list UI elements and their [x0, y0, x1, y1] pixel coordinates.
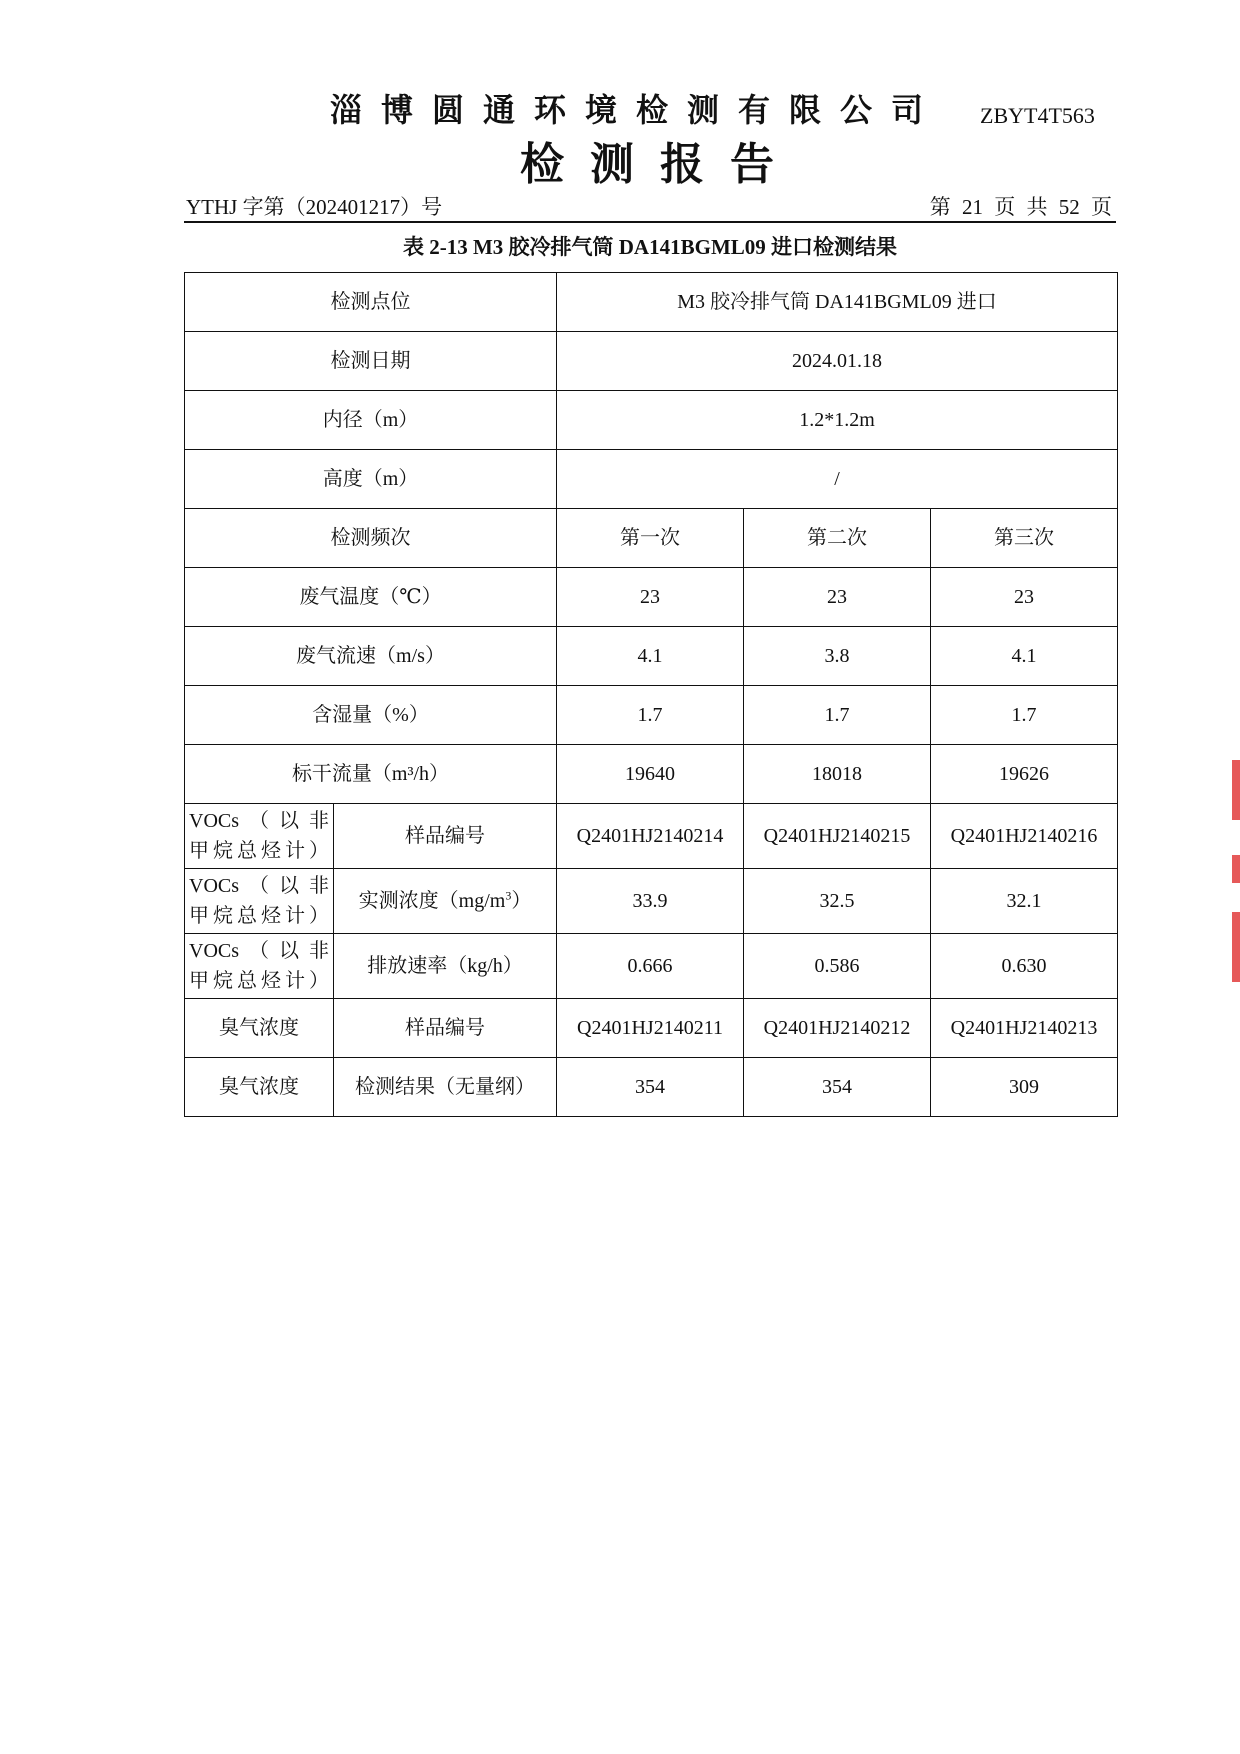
value-cell: Q2401HJ2140214: [557, 804, 744, 869]
label-cell: 内径（m）: [185, 391, 557, 450]
value-cell: 23: [931, 568, 1118, 627]
item-cell: 样品编号: [334, 999, 557, 1058]
table-row: [185, 568, 1118, 627]
report-title: 检测报告: [520, 139, 800, 190]
superscript: 3: [505, 888, 512, 903]
value-cell: 第三次: [931, 509, 1118, 568]
value-cell: 2024.01.18: [557, 332, 1118, 391]
value-cell: 19626: [931, 745, 1118, 804]
label-cell: 废气温度（℃）: [185, 568, 557, 627]
value-cell: /: [557, 450, 1118, 509]
item-cell: 样品编号: [334, 804, 557, 869]
group-line: 甲烷总烃计）: [189, 905, 329, 927]
value-cell: 1.7: [557, 686, 744, 745]
stamp-mark: [1232, 912, 1240, 982]
value-cell: Q2401HJ2140216: [931, 804, 1118, 869]
table-row: [185, 745, 1118, 804]
group-cell: [185, 934, 334, 999]
group-line: 甲烷总烃计）: [189, 970, 329, 992]
group-cell: 臭气浓度: [185, 1058, 334, 1117]
value-cell: 23: [557, 568, 744, 627]
group-cell: [185, 804, 334, 869]
table-row: [185, 450, 1118, 509]
document-number: YTHJ 字第（202401217）号: [186, 195, 443, 219]
item-text: 实测浓度（mg/m: [358, 890, 506, 912]
label-cell: 高度（m）: [185, 450, 557, 509]
value-cell: 4.1: [557, 627, 744, 686]
value-cell: 309: [931, 1058, 1118, 1117]
table-row: [185, 1058, 1118, 1117]
stamp-mark: [1232, 855, 1240, 883]
table-caption: 表 2-13 M3 胶冷排气筒 DA141BGML09 进口检测结果: [402, 235, 898, 259]
company-name: 淄博圆通环境检测有限公司: [330, 91, 943, 129]
table-row: [185, 509, 1118, 568]
value-cell: 23: [744, 568, 931, 627]
value-cell: 33.9: [557, 869, 744, 934]
value-cell: 19640: [557, 745, 744, 804]
value-cell: 0.630: [931, 934, 1118, 999]
results-table: [184, 272, 1118, 1117]
label-cell: 检测点位: [185, 273, 557, 332]
value-cell: 1.2*1.2m: [557, 391, 1118, 450]
label-cell: 检测频次: [185, 509, 557, 568]
label-cell: 废气流速（m/s）: [185, 627, 557, 686]
value-cell: 0.586: [744, 934, 931, 999]
group-line: VOCs（以非: [189, 875, 329, 897]
group-line: VOCs（以非: [189, 810, 329, 832]
value-cell: 0.666: [557, 934, 744, 999]
value-cell: M3 胶冷排气筒 DA141BGML09 进口: [557, 273, 1118, 332]
group-line: VOCs（以非: [189, 940, 329, 962]
group-cell: 臭气浓度: [185, 999, 334, 1058]
value-cell: 32.5: [744, 869, 931, 934]
value-cell: 3.8: [744, 627, 931, 686]
table-row: [185, 627, 1118, 686]
value-cell: 354: [557, 1058, 744, 1117]
value-cell: 354: [744, 1058, 931, 1117]
value-cell: Q2401HJ2140213: [931, 999, 1118, 1058]
group-cell: [185, 869, 334, 934]
item-cell: [334, 869, 557, 934]
item-text-end: ）: [511, 890, 532, 912]
value-cell: 1.7: [744, 686, 931, 745]
table-row: [185, 999, 1118, 1058]
value-cell: 4.1: [931, 627, 1118, 686]
table-row: [185, 869, 1118, 934]
stamp-mark: [1232, 760, 1240, 820]
value-cell: 18018: [744, 745, 931, 804]
label-cell: 含湿量（%）: [185, 686, 557, 745]
page-info: 第 21 页 共 52 页: [929, 195, 1112, 219]
report-code: ZBYT4T563: [980, 103, 1095, 128]
table-row: [185, 934, 1118, 999]
table-row: [185, 332, 1118, 391]
table-row: [185, 273, 1118, 332]
value-cell: 第二次: [744, 509, 931, 568]
item-cell: 检测结果（无量纲）: [334, 1058, 557, 1117]
label-cell: 标干流量（m³/h）: [185, 745, 557, 804]
value-cell: Q2401HJ2140212: [744, 999, 931, 1058]
table-row: [185, 686, 1118, 745]
item-cell: 排放速率（kg/h）: [334, 934, 557, 999]
table-row: [185, 391, 1118, 450]
group-line: 甲烷总烃计）: [189, 840, 329, 862]
table-row: [185, 804, 1118, 869]
value-cell: Q2401HJ2140211: [557, 999, 744, 1058]
value-cell: 1.7: [931, 686, 1118, 745]
value-cell: Q2401HJ2140215: [744, 804, 931, 869]
seal-stamp-edge: [1232, 760, 1240, 990]
label-cell: 检测日期: [185, 332, 557, 391]
header-rule: [184, 221, 1116, 223]
value-cell: 32.1: [931, 869, 1118, 934]
value-cell: 第一次: [557, 509, 744, 568]
